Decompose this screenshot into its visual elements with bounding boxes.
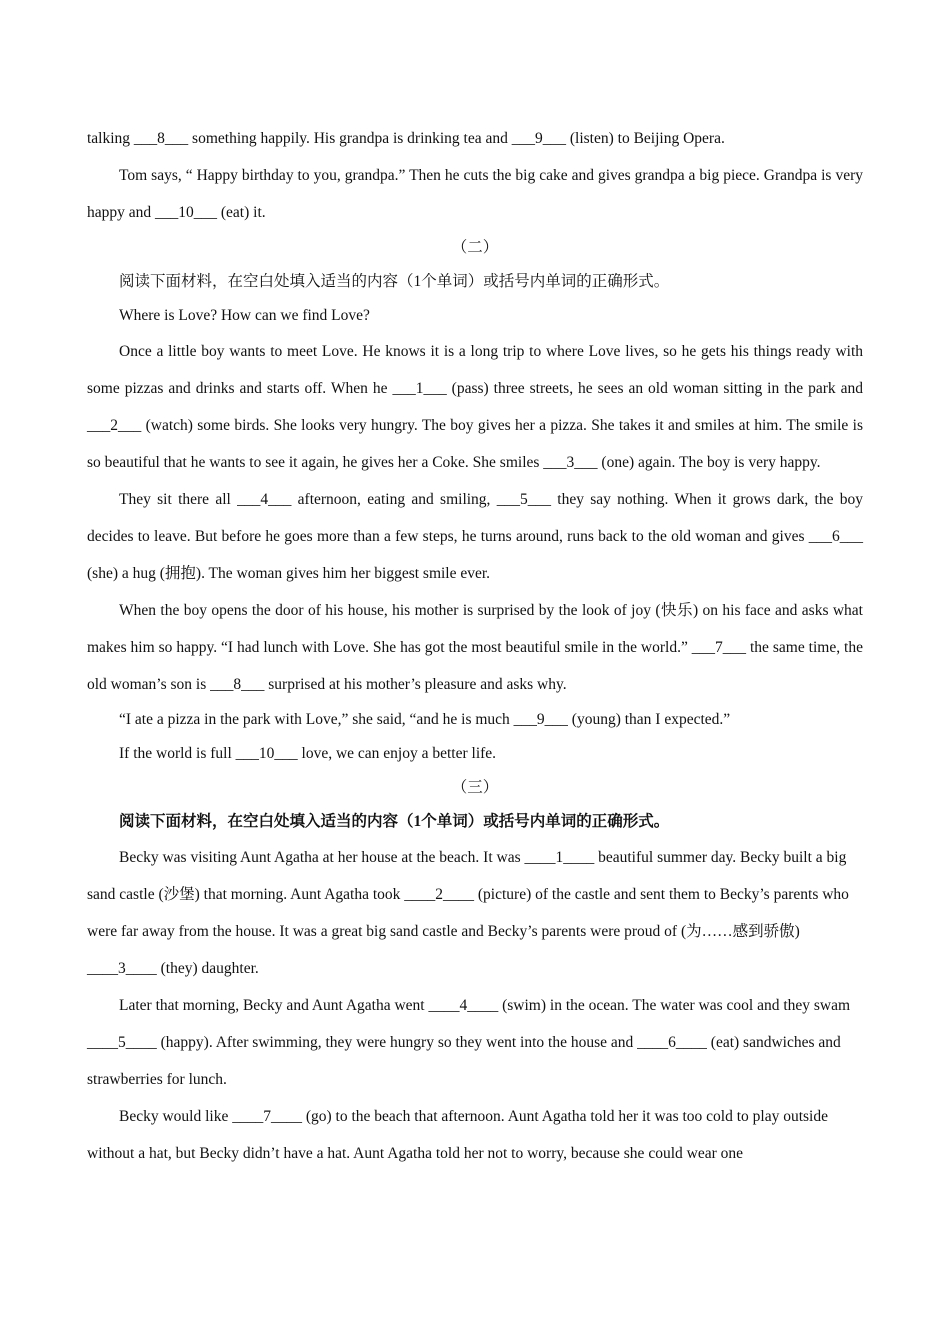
section3-paragraph-1: Becky was visiting Aunt Agatha at her house at the beach. It was ____1____ beautiful summer day. Becky built a big sand castle (沙堡) that morning. Aunt Agatha took ____2____ (picture) of the castle and sent them to Becky’s parents who were far away from the house. It was a great big sand castle and Becky’s parents were proud of (为……感到骄傲) ____3____ (they) daughter. [87,849,849,977]
section3-paragraph-2: Later that morning, Becky and Aunt Agatha went ____4____ (swim) in the ocean. The water was cool and they swam ____5____ (happy). After swimming, they were hungry so they went into the house and ____6____ (eat) sandwiches and strawberries for lunch. [87,997,851,1088]
section3-instruction: 阅读下面材料，在空白处填入适当的内容（1个单词）或括号内单词的正确形式。 [119,813,670,830]
section3-heading: （三） [451,779,499,796]
section2-paragraph-4: “I ate a pizza in the park with Love,” she said, “and he is much ___9___ (young) than I expected.” [119,711,731,728]
section2-heading: （二） [451,239,499,256]
section2-paragraph-5: If the world is full ___10___ love, we can enjoy a better life. [119,745,497,762]
section2-paragraph-1: Once a little boy wants to meet Love. He knows it is a long trip to where Love lives, so he gets his things ready with some pizzas and drinks and starts off. When he ___1___ (pass) three streets, he sees an old woman sitting in the park and ___2___ (watch) some birds. She looks very hungry. The boy gives her a pizza. She takes it and smiles at him. The smile is so beautiful that he wants to see it again, he gives her a Coke. She smiles ___3___ (one) again. The boy is very happy. [87,343,863,471]
part1-line-tail: talking ___8___ something happily. His grandpa is drinking tea and ___9___ (listen) to Beijing Opera. [87,130,725,147]
section3-paragraph-3: Becky would like ____7____ (go) to the beach that afternoon. Aunt Agatha told her it was too cold to play outside without a hat, but Becky didn’t have a hat. Aunt Agatha told her not to worry, because she could wear one [87,1108,828,1162]
section2-title-line: Where is Love? How can we find Love? [119,307,370,324]
document-body [87,120,863,1172]
part1-paragraph-birthday: Tom says, “ Happy birthday to you, grandpa.” Then he cuts the big cake and gives grandpa a big piece. Grandpa is very happy and ___10___ (eat) it. [87,167,863,221]
section2-instruction: 阅读下面材料，在空白处填入适当的内容（1个单词）或括号内单词的正确形式。 [119,273,670,290]
section2-paragraph-3: When the boy opens the door of his house, his mother is surprised by the look of joy (快乐) on his face and asks what makes him so happy. “I had lunch with Love. She has got the most beautiful smile in the world.” ___7___ the same time, the old woman’s son is ___8___ surprised at his mother’s pleasure and asks why. [87,602,863,693]
section2-paragraph-2: They sit there all ___4___ afternoon, eating and smiling, ___5___ they say nothing. When it grows dark, the boy decides to leave. But before he goes more than a few steps, he turns around, runs back to the old woman and gives ___6___ (she) a hug (拥抱). The woman gives him her biggest smile ever. [87,491,863,582]
